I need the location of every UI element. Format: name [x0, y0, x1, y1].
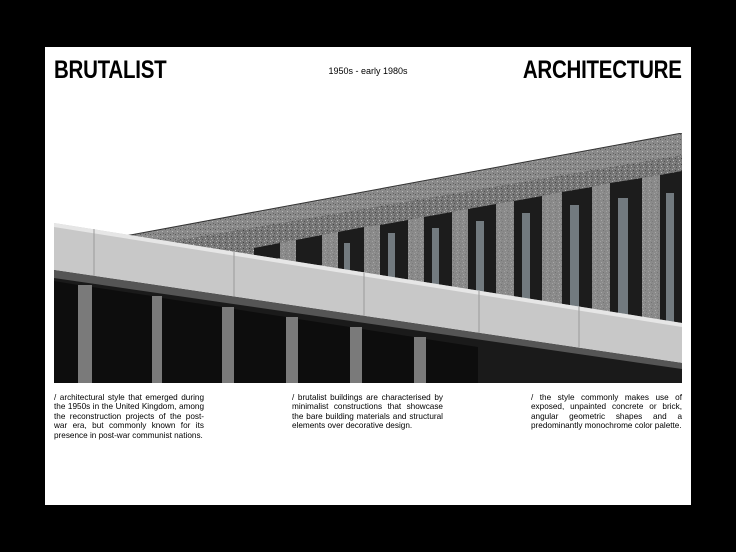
caption-origin: / architectural style that emerged during the 1950s in the United Kingdom, among the reconstruction projects of the post-war era, but commonly known for its presence in post-war communist nations.	[54, 393, 204, 440]
title-architecture: ARCHITECTURE	[523, 56, 682, 84]
brutalist-building-photo-icon	[54, 133, 682, 383]
building-photo	[54, 133, 682, 383]
poster	[45, 47, 691, 505]
subtitle-period: 1950s - early 1980s	[328, 66, 408, 76]
title-brutalist: BRUTALIST	[54, 56, 167, 84]
caption-characteristics: / brutalist buildings are characterised by minimalist constructions that showcase the bare building materials and structural elements over decorative design.	[292, 393, 443, 431]
caption-materials: / the style commonly makes use of exposed, unpainted concrete or brick, angular geometric shapes and a predominantly monochrome color palette.	[531, 393, 682, 431]
